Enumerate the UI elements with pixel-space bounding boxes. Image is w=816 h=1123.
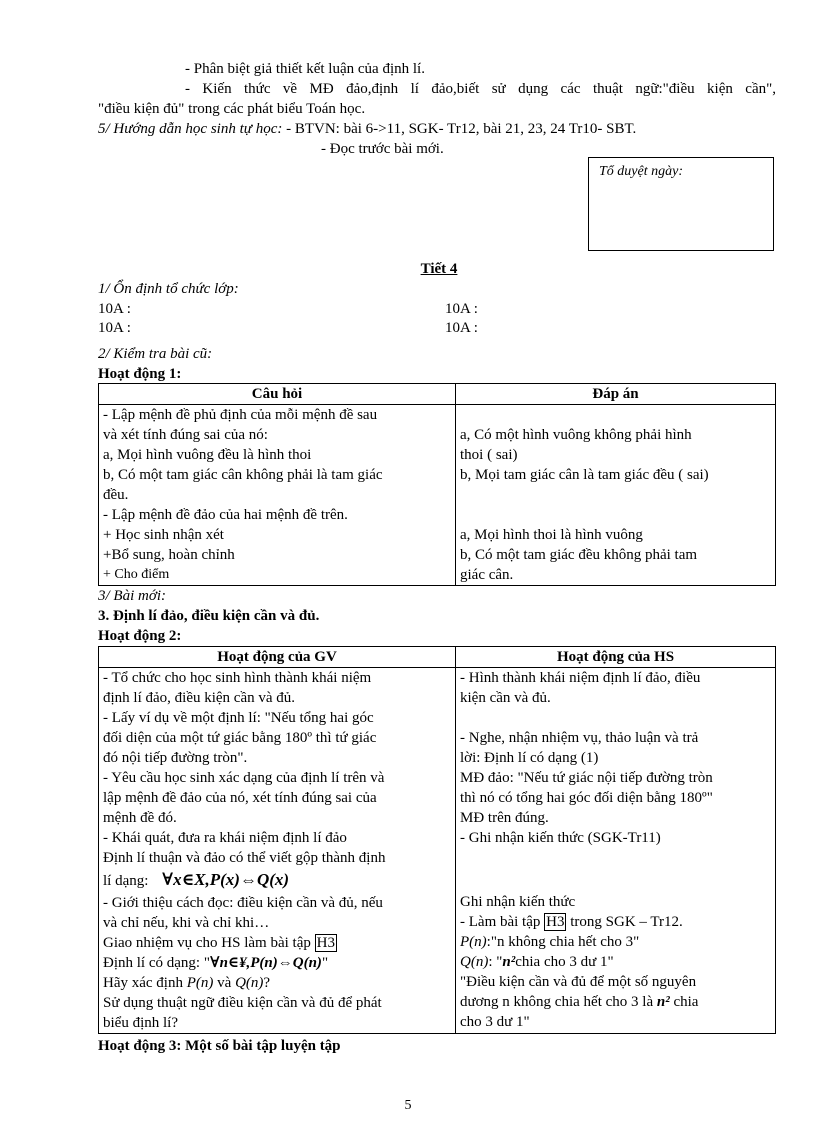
table1-q-line: và xét tính đúng sai của nó: [103, 427, 268, 443]
table1-a-line: b, Có một tam giác đều không phải tam [460, 547, 698, 563]
gv-form-line [103, 953, 451, 973]
table1-q-line: +Bổ sung, hoàn chỉnh [103, 547, 235, 563]
hs-line: lời: Định lí có dạng (1) [460, 750, 599, 766]
lesson-title: Tiết 4 [420, 261, 458, 277]
hs-conclusion-line [460, 992, 771, 1012]
gv-line: lí dạng: [103, 873, 149, 889]
knowledge-line-2: - Kiến thức về MĐ đảo,định lí đảo,biết sử dụng các thuật ngữ:"điều kiện cần", [185, 81, 776, 97]
homework-label: 5/ Hướng dẫn học sinh tự học: [98, 121, 283, 137]
table1-a-line: thoi ( sai) [460, 447, 518, 463]
signoff-label: Tổ duyệt ngày: [599, 164, 683, 179]
hs-line: : " [488, 954, 503, 970]
table1-a-line: b, Mọi tam giác cân là tam giác đều ( sai) [460, 467, 709, 483]
class-row-2-right: 10A : [445, 320, 478, 336]
activity-3-heading: Hoạt động 3: Một số bài tập luyện tập [98, 1038, 341, 1054]
gv-line: đối diện của một tứ giác bằng 180º thì tứ giác [103, 730, 377, 746]
gv-line: và chỉ nếu, khi và chỉ khi… [103, 915, 270, 931]
gv-line: ? [263, 975, 271, 991]
section-bai-moi: 3/ Bài mới: [98, 588, 166, 604]
table1-a-line: a, Mọi hình thoi là hình vuông [460, 527, 643, 543]
gv-line: - Lấy ví dụ về một định lí: "Nếu tổng hai góc [103, 710, 374, 726]
knowledge-line-3: "điều kiện đủ" trong các phát biểu Toán học. [98, 101, 366, 117]
gv-line: " [321, 955, 329, 971]
gv-line: - Yêu cầu học sinh xác dạng của định lí trên và [103, 770, 385, 786]
class-row-2-left: 10A : [98, 320, 131, 336]
table1-q-line: a, Mọi hình vuông đều là hình thoi [103, 447, 312, 463]
gv-line: biểu định lí? [103, 1015, 178, 1031]
q-n-symbol: Q(n) [460, 954, 489, 970]
hs-line: - Hình thành khái niệm định lí đảo, điều [460, 670, 701, 686]
table1-answer-cell [456, 405, 776, 586]
reverse-theorem-formula: ∀x∈X,P(x)⇔Q(x) [162, 870, 290, 889]
hs-line: trong SGK – Tr12. [570, 914, 683, 930]
table1-q-line: - Lập mệnh đề đảo của hai mệnh đề trên. [103, 507, 348, 523]
gv-line: lập mệnh đề đảo của nó, xét tính đúng sai của [103, 790, 377, 806]
table1-question-cell [99, 405, 456, 586]
activity-2-table [98, 646, 776, 1034]
gv-define-line [103, 973, 451, 993]
table1-q-line: b, Có một tam giác cân không phải là tam giác [103, 467, 383, 483]
hs-line: chia [673, 994, 699, 1010]
activity-2-heading: Hoạt động 2: [98, 628, 182, 644]
hs-line: cho 3 dư 1" [460, 1014, 530, 1030]
gv-line: - Tổ chức cho học sinh hình thành khái niệm [103, 670, 372, 686]
page-number: 5 [404, 1098, 412, 1113]
table2-header-hs: Hoạt động của HS [456, 647, 776, 668]
table1-q-line: + Học sinh nhận xét [103, 527, 224, 543]
gv-line: Giao nhiệm vụ cho HS làm bài tập [103, 935, 311, 951]
hs-line: - Nghe, nhận nhiệm vụ, thảo luận và trả [460, 730, 699, 746]
gv-line: - Khái quát, đưa ra khái niệm định lí đảo [103, 830, 347, 846]
hs-line: thì nó có tổng hai góc đối diện bằng 180º" [460, 790, 713, 806]
class-row-1-right: 10A : [445, 301, 478, 317]
gv-line: mệnh đề đó. [103, 810, 177, 826]
hs-line: - Làm bài tập [460, 914, 541, 930]
activity-1-heading: Hoạt động 1: [98, 366, 182, 382]
signoff-box [588, 157, 774, 251]
n-squared-symbol: n² [656, 994, 670, 1010]
n-squared-symbol: n² [502, 954, 516, 970]
knowledge-line-1: - Phân biệt giả thiết kết luận của định lí. [185, 61, 425, 77]
hs-line: dương n không chia hết cho 3 là [460, 994, 654, 1010]
table2-header-gv: Hoạt động của GV [99, 647, 456, 668]
gv-line: Định lí thuận và đảo có thể viết gộp thành định [103, 850, 386, 866]
section-on-dinh: 1/ Ổn định tổ chức lớp: [98, 281, 239, 297]
table1-q-line: - Lập mệnh đề phủ định của mỗi mệnh đề sau [103, 407, 378, 423]
hs-line: kiện cần và đủ. [460, 690, 551, 706]
hs-line: MĐ đảo: "Nếu tứ giác nội tiếp đường tròn [460, 770, 713, 786]
hs-line: MĐ trên đúng. [460, 810, 549, 826]
gv-line: Sử dụng thuật ngữ điều kiện cần và đủ để phát [103, 995, 382, 1011]
exercise-h3-box: H3 [546, 914, 565, 930]
q-n-symbol: Q(n) [235, 975, 264, 991]
table1-q-line: đều. [103, 487, 129, 503]
hs-line: "Điều kiện cần và đủ để một số nguyên [460, 974, 697, 990]
table1-a-line: giác cân. [460, 567, 514, 583]
section-3-heading: 3. Định lí đảo, điều kiện cần và đủ. [98, 608, 320, 624]
class-row-1-left: 10A : [98, 301, 131, 317]
table2-gv-cell [99, 668, 456, 1034]
activity-1-table [98, 383, 776, 586]
p-n-symbol: P(n) [186, 975, 214, 991]
homework-text: - BTVN: bài 6->11, SGK- Tr12, bài 21, 23, 24 Tr10- SBT. [286, 121, 637, 137]
table2-hs-cell [456, 668, 776, 1034]
gv-line: - Giới thiệu cách đọc: điều kiện cần và đủ, nếu [103, 895, 383, 911]
hs-line: :"n không chia hết cho 3" [486, 934, 640, 950]
homework-line [98, 119, 636, 139]
gv-line: Định lí có dạng: " [103, 955, 210, 971]
table1-header-question: Câu hỏi [99, 384, 456, 405]
hs-p-line [460, 932, 771, 952]
table1-q-line: + Cho điểm [103, 567, 170, 582]
hs-line: chia cho 3 dư 1" [515, 954, 614, 970]
theorem-n-formula: ∀n∈¥,P(n)⇔Q(n) [209, 955, 322, 971]
table1-a-line: a, Có một hình vuông không phải hình [460, 427, 692, 443]
gv-task-line [103, 933, 451, 953]
p-n-symbol: P(n) [460, 934, 487, 950]
gv-line: định lí đảo, điều kiện cần và đủ. [103, 690, 296, 706]
homework-text-2: - Đọc trước bài mới. [321, 141, 444, 157]
section-kiem-tra: 2/ Kiểm tra bài cũ: [98, 346, 213, 362]
hs-line: - Ghi nhận kiến thức (SGK-Tr11) [460, 830, 661, 846]
gv-line: Hãy xác định [103, 975, 183, 991]
table1-header-answer: Đáp án [456, 384, 776, 405]
hs-exercise-line [460, 912, 771, 932]
gv-line: đó nội tiếp đường tròn". [103, 750, 248, 766]
exercise-h3-box: H3 [316, 935, 335, 951]
gv-formula-line [103, 868, 451, 893]
gv-line: và [217, 975, 232, 991]
hs-line: Ghi nhận kiến thức [460, 894, 576, 910]
hs-q-line [460, 952, 771, 972]
